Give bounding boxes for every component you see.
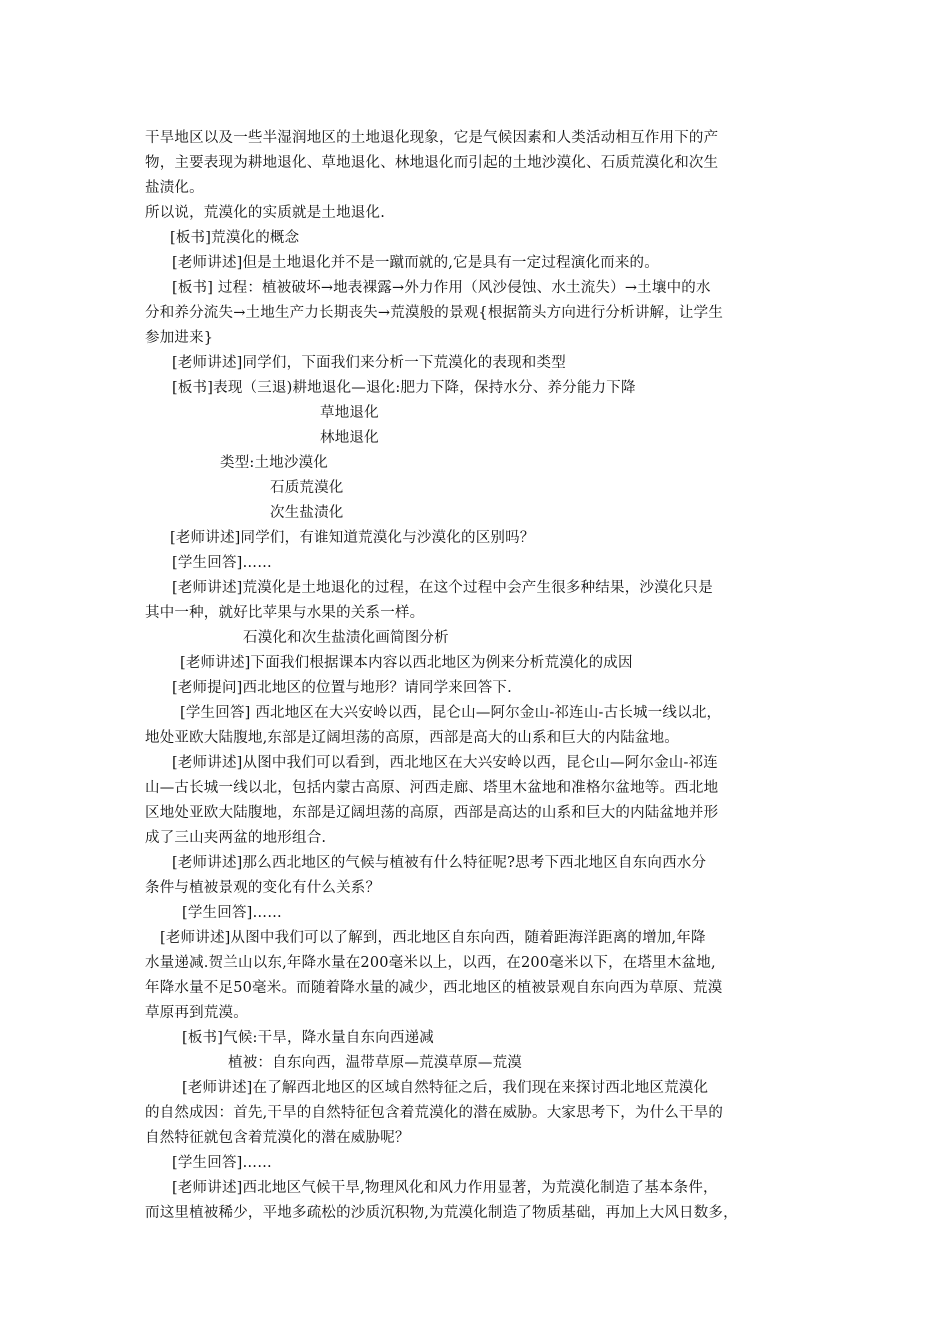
text-line: 自然特征就包含着荒漠化的潜在威胁呢？ [145, 1130, 410, 1146]
text-line: [老师讲述]在了解西北地区的区域自然特征之后，我们现在来探讨西北地区荒漠化 [182, 1080, 709, 1096]
text-line: 条件与植被景观的变化有什么关系？ [145, 880, 381, 896]
text-line: [板书]气候:干旱，降水量自东向西递减 [182, 1030, 434, 1046]
text-line: [老师讲述]从图中我们可以了解到，西北地区自东向西，随着距海洋距离的增加,年降 [160, 930, 706, 946]
text-line: [学生回答]…… [172, 555, 272, 571]
text-line: 物，主要表现为耕地退化、草地退化、林地退化而引起的土地沙漠化、石质荒漠化和次生 [145, 155, 719, 171]
text-line: 其中一种，就好比苹果与水果的关系一样。 [145, 605, 425, 621]
text-line: 干旱地区以及一些半湿润地区的土地退化现象，它是气候因素和人类活动相互作用下的产 [145, 130, 719, 146]
text-line: [板书] 过程：植被破坏→地表裸露→外力作用（风沙侵蚀、水土流失）→土壤中的水 [172, 280, 711, 296]
text-line: 山—古长城一线以北，包括内蒙古高原、河西走廊、塔里木盆地和准格尔盆地等。西北地 [145, 780, 719, 796]
text-line: 地处亚欧大陆腹地,东部是辽阔坦荡的高原，西部是高大的山系和巨大的内陆盆地。 [145, 730, 680, 746]
text-line: [老师提问]西北地区的位置与地形？请同学来回答下. [172, 680, 512, 696]
text-line: 石质荒漠化 [270, 480, 344, 496]
text-line: 水量递减.贺兰山以东,年降水量在200毫米以上，以西，在200毫米以下，在塔里木盆地, [145, 955, 716, 971]
text-line: 林地退化 [320, 430, 379, 446]
text-line: 参加进来} [145, 330, 214, 346]
text-line: [老师讲述]同学们，有谁知道荒漠化与沙漠化的区别吗？ [170, 530, 535, 546]
text-line: 草地退化 [320, 405, 379, 421]
text-line: [学生回答]…… [182, 905, 282, 921]
text-line: [老师讲述]荒漠化是土地退化的过程，在这个过程中会产生很多种结果，沙漠化只是 [172, 580, 713, 596]
text-line: 年降水量不足50毫米。而随着降水量的减少，西北地区的植被景观自东向西为草原、荒漠 [145, 980, 723, 996]
text-line: 的自然成因：首先,干旱的自然特征包含着荒漠化的潜在威胁。大家思考下，为什么干旱的 [145, 1105, 724, 1121]
text-line: 而这里植被稀少，平地多疏松的沙质沉积物,为荒漠化制造了物质基础，再加上大风日数多， [145, 1205, 738, 1221]
text-line: 次生盐渍化 [270, 505, 344, 521]
text-line: 分和养分流失→土地生产力长期丧失→荒漠般的景观{根据箭头方向进行分析讲解，让学生 [145, 305, 724, 321]
text-line: [老师讲述]下面我们根据课本内容以西北地区为例来分析荒漠化的成因 [180, 655, 633, 671]
text-line: 所以说，荒漠化的实质就是土地退化. [145, 205, 386, 221]
text-line: 成了三山夹两盆的地形组合. [145, 830, 327, 846]
text-line: [老师讲述]那么西北地区的气候与植被有什么特征呢?思考下西北地区自东向西水分 [172, 855, 707, 871]
text-line: [老师讲述]西北地区气候干旱,物理风化和风力作用显著，为荒漠化制造了基本条件， [172, 1180, 718, 1196]
text-line: 类型:土地沙漠化 [220, 455, 328, 471]
text-line: 盐渍化。 [145, 180, 204, 196]
text-line: 石漠化和次生盐渍化画简图分析 [243, 630, 449, 646]
text-line: [学生回答]…… [172, 1155, 272, 1171]
text-line: 区地处亚欧大陆腹地，东部是辽阔坦荡的高原，西部是高达的山系和巨大的内陆盆地并形 [145, 805, 719, 821]
text-line: [老师讲述]同学们，下面我们来分析一下荒漠化的表现和类型 [172, 355, 566, 371]
text-line: 植被：自东向西，温带草原—荒漠草原—荒漠 [228, 1055, 522, 1071]
text-line: 草原再到荒漠。 [145, 1005, 248, 1021]
text-line: [老师讲述]但是土地退化并不是一蹴而就的,它是具有一定过程演化而来的。 [172, 255, 659, 271]
text-line: [学生回答] 西北地区在大兴安岭以西，昆仑山—阿尔金山-祁连山-古长城一线以北， [180, 705, 722, 721]
text-line: [板书]表现（三退)耕地退化—退化:肥力下降，保持水分、养分能力下降 [172, 380, 636, 396]
text-line: [老师讲述]从图中我们可以看到，西北地区在大兴安岭以西，昆仑山—阿尔金山-祁连 [172, 755, 719, 771]
text-line: [板书]荒漠化的概念 [170, 230, 300, 246]
